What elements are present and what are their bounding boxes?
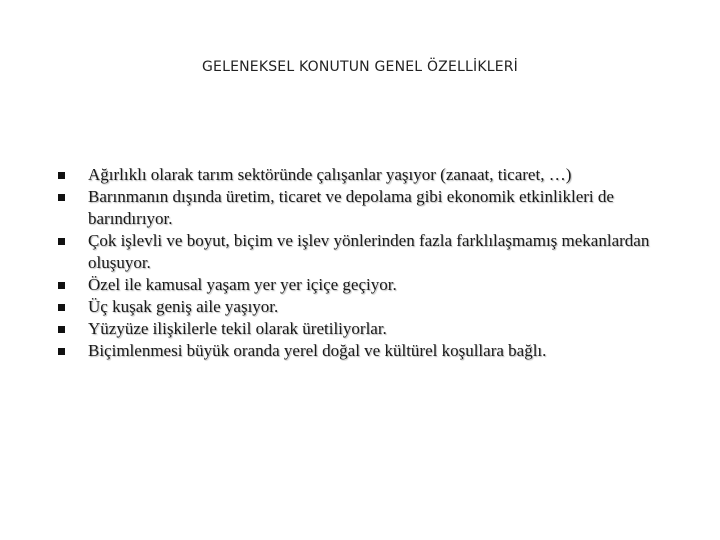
bullet-text: Çok işlevli ve boyut, biçim ve işlev yönlerinden fazla farklılaşmamış mekanlardan oluşuyor.: [88, 231, 650, 272]
square-bullet-icon: [58, 326, 65, 333]
square-bullet-icon: [58, 172, 65, 179]
bullet-item: [58, 230, 698, 274]
bullet-item: [58, 318, 698, 340]
bullet-text: Yüzyüze ilişkilerle tekil olarak üretiliyorlar.: [88, 319, 387, 338]
square-bullet-icon: [58, 238, 65, 245]
square-bullet-icon: [58, 282, 65, 289]
square-bullet-icon: [58, 304, 65, 311]
bullet-item: [58, 186, 698, 230]
bullet-item: [58, 274, 698, 296]
bullet-text: Ağırlıklı olarak tarım sektöründe çalışanlar yaşıyor (zanaat, ticaret, …): [88, 165, 572, 184]
bullet-text: Üç kuşak geniş aile yaşıyor.: [88, 297, 279, 316]
square-bullet-icon: [58, 194, 65, 201]
bullet-text: Biçimlenmesi büyük oranda yerel doğal ve kültürel koşullara bağlı.: [88, 341, 547, 360]
bullet-item: [58, 296, 698, 318]
bullet-text: Özel ile kamusal yaşam yer yer içiçe geçiyor.: [88, 275, 397, 294]
bullet-item: [58, 340, 698, 362]
bullet-text: Barınmanın dışında üretim, ticaret ve depolama gibi ekonomik etkinlikleri de barındırıyor.: [88, 187, 614, 228]
slide-title: GELENEKSEL KONUTUN GENEL ÖZELLİKLERİ: [201, 59, 519, 75]
bullet-item: [58, 164, 698, 186]
bullet-list: [58, 164, 698, 362]
square-bullet-icon: [58, 348, 65, 355]
